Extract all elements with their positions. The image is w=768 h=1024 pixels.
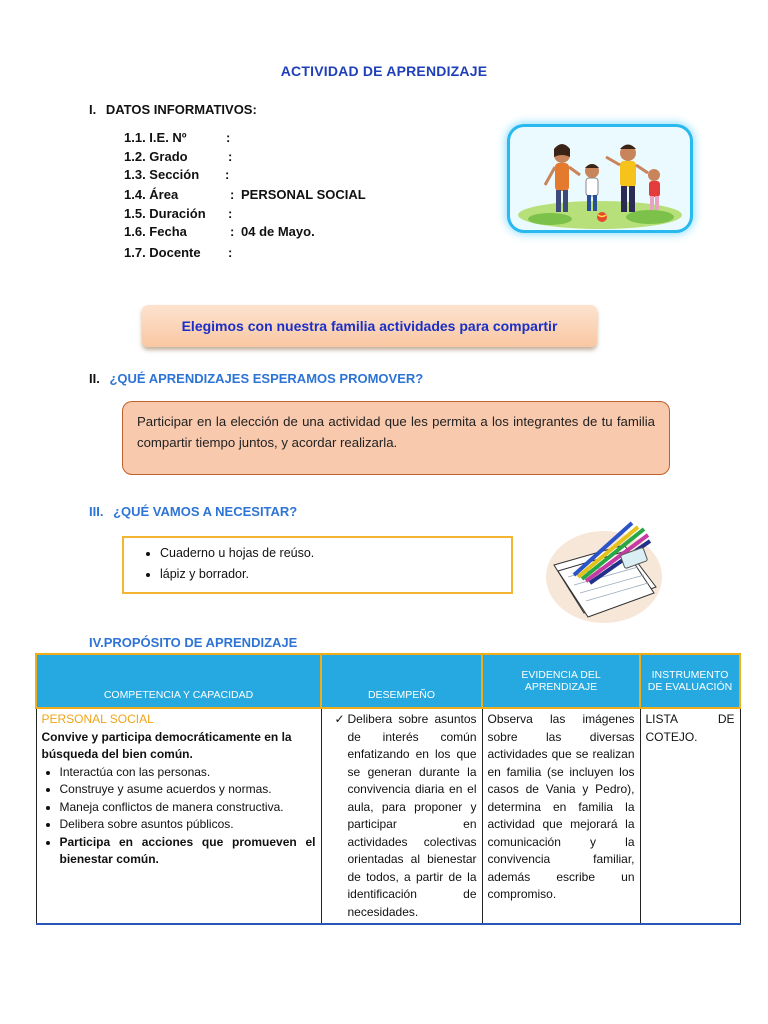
section-3-heading xyxy=(89,504,297,519)
info-label: 1.3. Sección xyxy=(124,167,200,182)
info-colon: : xyxy=(228,149,233,164)
info-label: 1.2. Grado xyxy=(124,149,188,164)
family-illustration xyxy=(510,127,690,230)
info-colon: : xyxy=(226,130,231,145)
info-colon: : xyxy=(230,187,235,202)
instrumento-cell: LISTA DE COTEJO. xyxy=(640,708,740,924)
section-1-title: DATOS INFORMATIVOS: xyxy=(105,102,257,117)
capacidades-list xyxy=(42,764,316,869)
header-evidencia: EVIDENCIA DEL APRENDIZAJE xyxy=(482,654,640,708)
header-desempeno: DESEMPEÑO xyxy=(321,654,482,708)
competencia-cell xyxy=(36,708,321,924)
info-label: 1.6. Fecha xyxy=(124,224,187,239)
learning-objective-box: Participar en la elección de una actividad que les permita a los integrantes de tu familia compartir tiempo juntos, y acordar realizarla. xyxy=(122,401,670,475)
competencia-area: PERSONAL SOCIAL xyxy=(41,712,154,726)
materials-list xyxy=(144,543,511,585)
check-icon: ✓ xyxy=(334,712,345,726)
section-1-number: I. xyxy=(89,102,97,117)
info-colon: : xyxy=(228,245,233,260)
section-3-number: III. xyxy=(89,504,104,519)
info-colon: : xyxy=(228,206,233,221)
activity-banner: Elegimos con nuestra familia actividades para compartir xyxy=(142,305,597,347)
list-item: • Participa en acciones que promueven el bienestar común. xyxy=(60,834,316,869)
list-item: • Construye y asume acuerdos y normas. xyxy=(60,781,316,799)
evaluation-table xyxy=(35,653,741,925)
desempeno-text: Delibera sobre asuntos de interés común enfatizando en los que se generan durante la convivencia diaria en el aula, para proponer y participar en actividades colectivas orientadas al bienestar de todos, a partir de la identificación de necesidades. xyxy=(347,712,477,919)
section-4-heading xyxy=(89,635,297,650)
info-colon: : xyxy=(225,167,230,182)
section-1-heading xyxy=(89,102,257,117)
table-header-row xyxy=(36,654,740,708)
info-label: 1.4. Área xyxy=(124,187,179,202)
list-item: • Cuaderno u hojas de reúso. xyxy=(160,543,511,564)
header-competencia: COMPETENCIA Y CAPACIDAD xyxy=(36,654,321,708)
section-2-heading xyxy=(89,371,423,386)
info-label: 1.5. Duración xyxy=(124,206,206,221)
list-item: • Delibera sobre asuntos públicos. xyxy=(60,816,316,834)
list-item: • lápiz y borrador. xyxy=(160,564,511,585)
section-4-title: PROPÓSITO DE APRENDIZAJE xyxy=(103,635,298,650)
list-item: • Maneja conflictos de manera constructiva. xyxy=(60,799,316,817)
desempeno-cell xyxy=(321,708,482,924)
materials-box xyxy=(122,536,513,594)
section-2-title: ¿QUÉ APRENDIZAJES ESPERAMOS PROMOVER? xyxy=(109,371,424,386)
info-label: 1.1. I.E. Nº xyxy=(124,130,187,145)
section-4-number: IV. xyxy=(89,635,104,650)
info-value-fecha: 04 de Mayo. xyxy=(241,224,315,239)
info-colon: : xyxy=(230,224,235,239)
list-item: • Interactúa con las personas. xyxy=(60,764,316,782)
section-3-title: ¿QUÉ VAMOS A NECESITAR? xyxy=(113,504,298,519)
table-row xyxy=(36,708,740,924)
evidencia-cell: Observa las imágenes sobre las diversas actividades que se realizan en familia (se incluyen los casos de Vania y Pedro), determina en familia la actividad que mejorará la comunicación y la convivencia familiar, además escribe un compromiso. xyxy=(482,708,640,924)
info-value-area: PERSONAL SOCIAL xyxy=(241,187,366,202)
section-2-number: II. xyxy=(89,371,100,386)
header-instrumento: INSTRUMENTO DE EVALUACIÓN xyxy=(640,654,740,708)
competencia-title: Convive y participa democráticamente en la búsqueda del bien común. xyxy=(41,729,292,761)
info-label: 1.7. Docente xyxy=(124,245,201,260)
notebook-pencils-illustration xyxy=(544,515,666,625)
page-title: ACTIVIDAD DE APRENDIZAJE xyxy=(280,63,488,79)
